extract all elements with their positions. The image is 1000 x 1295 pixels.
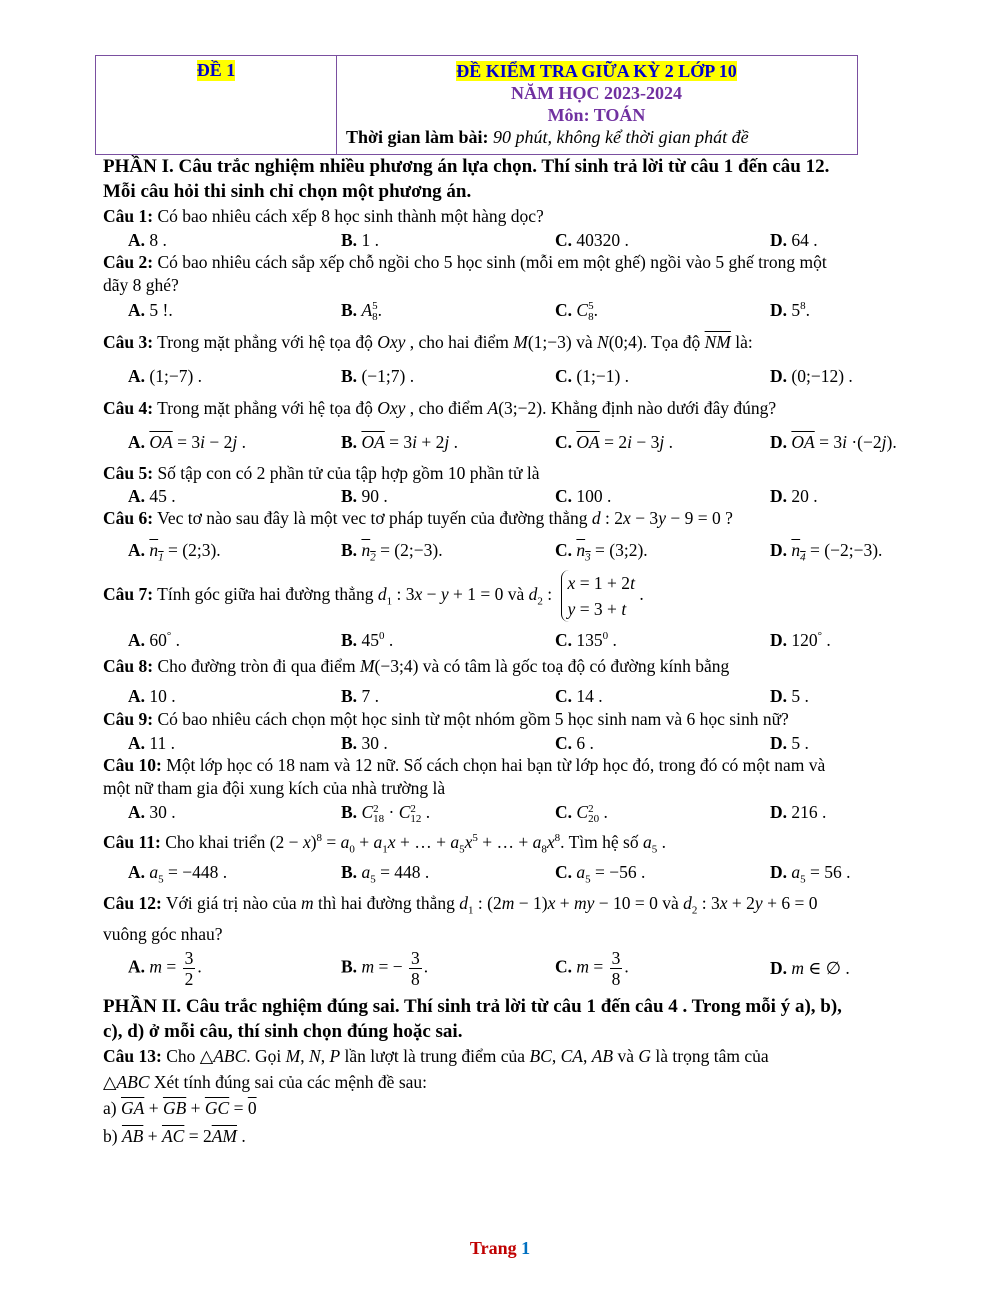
q8-option-a: A. 10 . bbox=[128, 686, 176, 706]
part1-heading-line2: Mỗi câu hỏi thi sinh chỉ chọn một phương án. bbox=[103, 181, 472, 202]
q11-option-b: B. $a_5 = 448$ . bbox=[341, 862, 430, 886]
header-right-cell bbox=[336, 56, 857, 154]
q6-option-c: C. $n_3$ = (3;2). bbox=[555, 540, 648, 564]
q5-option-d: D. 20 . bbox=[770, 486, 818, 506]
header-table bbox=[95, 55, 858, 155]
q6-option-b: B. $n_2$ = (2;−3). bbox=[341, 540, 443, 564]
q6-option-a: A. $n_1$ = (2;3). bbox=[128, 540, 221, 564]
q12-option-d: D. m ∈ ∅ . bbox=[770, 958, 850, 978]
header-left-cell bbox=[96, 56, 337, 154]
question-2-line2: dãy 8 ghé? bbox=[103, 275, 179, 295]
question-4: Câu 4: Trong mặt phẳng với hệ tọa độ Oxy , cho điểm A(3;−2). Khẳng định nào dưới đây đúng? bbox=[103, 398, 777, 418]
q4-option-c: C. $\overline{OA} = 2i - 3j$ . bbox=[555, 432, 673, 452]
q5-option-c: C. 100 . bbox=[555, 486, 612, 506]
q2-option-b: B. A 5 8 . bbox=[341, 299, 383, 323]
question-10: Câu 10: Một lớp học có 18 nam và 12 nữ. Số cách chọn hai bạn từ lớp học đó, trong đó có một nam và bbox=[103, 755, 826, 775]
q9-option-b: B. 30 . bbox=[341, 733, 388, 753]
question-12: Câu 12: Với giá trị nào của m thì hai đường thẳng $d_1$ : (2m − 1)x + my − 10 = 0 và $d_2$ : 3x + 2y + 6 = 0 bbox=[103, 893, 818, 917]
exam-code: ĐỀ 1 bbox=[196, 60, 236, 80]
question-1: Câu 1: Có bao nhiêu cách xếp 8 học sinh thành một hàng dọc? bbox=[103, 206, 544, 226]
question-13: Câu 13: Cho △ABC. Gọi M, N, P lần lượt là trung điểm của BC, CA, AB và G là trọng tâm của bbox=[103, 1046, 769, 1066]
q7-option-a: A. 60° . bbox=[128, 630, 181, 650]
q1-option-d: D. 64 . bbox=[770, 230, 818, 250]
part1-heading-line1: PHẦN I. Câu trắc nghiệm nhiều phương án lựa chọn. Thí sinh trả lời từ câu 1 đến câu 12. bbox=[103, 156, 830, 177]
question-3: Câu 3: Trong mặt phẳng với hệ tọa độ Oxy , cho hai điểm M(1;−3) và N(0;4). Tọa độ $\overline{NM}$ là: bbox=[103, 332, 753, 352]
q12-option-c: C. m = $\frac{3}{8}$ . bbox=[555, 948, 629, 989]
q4-option-b: B. $\overline{OA} = 3i + 2j$ . bbox=[341, 432, 459, 452]
q1-option-b: B. 1 . bbox=[341, 230, 379, 250]
q3-option-a: A. (1;−7) . bbox=[128, 366, 203, 386]
q5-option-b: B. 90 . bbox=[341, 486, 388, 506]
question-2: Câu 2: Có bao nhiêu cách sắp xếp chỗ ngồi cho 5 học sinh (mỗi em một ghế) ngồi vào 5 ghế trong một bbox=[103, 252, 827, 272]
q2-option-c: C. C 5 8 . bbox=[555, 299, 598, 323]
q2-option-a: A. 5 !. bbox=[128, 300, 173, 320]
q8-option-b: B. 7 . bbox=[341, 686, 379, 706]
page-footer: Trang 1 bbox=[469, 1238, 531, 1258]
q3-option-b: B. (−1;7) . bbox=[341, 366, 415, 386]
q9-option-c: C. 6 . bbox=[555, 733, 594, 753]
q4-option-d: D. $\overline{OA} = 3i \cdot(-2j)$. bbox=[770, 432, 897, 452]
exam-year: NĂM HỌC 2023-2024 bbox=[511, 83, 682, 103]
q3-option-d: D. (0;−12) . bbox=[770, 366, 853, 386]
q1-option-a: A. 8 . bbox=[128, 230, 167, 250]
question-8: Câu 8: Cho đường tròn đi qua điểm M(−3;4) và có tâm là gốc toạ độ có đường kính bằng bbox=[103, 656, 730, 676]
q7-option-d: D. 120° . bbox=[770, 630, 831, 650]
q4-option-a: A. $\overline{OA} = 3i - 2j$ . bbox=[128, 432, 246, 452]
q13-statement-a: a) $\overline{GA} + \overline{GB} + \overline{GC} = 0$ bbox=[103, 1098, 257, 1118]
part2-heading-line1: PHẦN II. Câu trắc nghiệm đúng sai. Thí sinh trả lời từ câu 1 đến câu 4 . Trong mỗi ý a), b), bbox=[103, 996, 842, 1017]
q10-option-b: B. C 2 18 · C 2 12 . bbox=[341, 802, 431, 825]
question-5: Câu 5: Số tập con có 2 phần tử của tập hợp gồm 10 phần tử là bbox=[103, 463, 540, 483]
q2-option-d: D. $5^8$. bbox=[770, 300, 811, 320]
question-9: Câu 9: Có bao nhiêu cách chọn một học sinh từ một nhóm gồm 5 học sinh nam và 6 học sinh nữ? bbox=[103, 709, 789, 729]
question-12-line2: vuông góc nhau? bbox=[103, 924, 223, 944]
q9-option-d: D. 5 . bbox=[770, 733, 809, 753]
q9-option-a: A. 11 . bbox=[128, 733, 175, 753]
question-6: Câu 6: Vec tơ nào sau đây là một vec tơ pháp tuyến của đường thẳng d : 2x − 3y − 9 = 0 ? bbox=[103, 508, 733, 528]
q3-option-c: C. (1;−1) . bbox=[555, 366, 630, 386]
question-10-line2: một nữ tham gia đội xung kích của nhà trường là bbox=[103, 778, 446, 798]
q1-option-c: C. 40320 . bbox=[555, 230, 629, 250]
q10-option-c: C. C 2 20 . bbox=[555, 802, 608, 825]
q8-option-c: C. 14 . bbox=[555, 686, 603, 706]
question-7: Câu 7: Tính góc giữa hai đường thẳng $d_1$ : 3x − y + 1 = 0 và $d_2$ : x = 1 + 2t y = 3 + t . bbox=[103, 570, 644, 622]
q13-statement-b: b) $\overline{AB} + \overline{AC} = 2\overline{AM}$ . bbox=[103, 1126, 246, 1146]
q7-option-b: B. $45^0$ . bbox=[341, 630, 394, 650]
q12-option-a: A. m = $\frac{3}{2}$ . bbox=[128, 948, 202, 989]
q5-option-a: A. 45 . bbox=[128, 486, 176, 506]
q12-option-b: B. m = − $\frac{3}{8}$ . bbox=[341, 948, 429, 989]
q11-option-d: D. $a_5 = 56$ . bbox=[770, 862, 851, 886]
q11-option-a: A. $a_5 = -448$ . bbox=[128, 862, 228, 886]
question-11: Câu 11: Cho khai triển $(2 - x)^8 = a_0 + a_1x$ + … + $a_5x^5$ + … + $a_8x^8$. Tìm hệ số $a_5$ . bbox=[103, 832, 666, 856]
part2-heading-line2: c), d) ở mỗi câu, thí sinh chọn đúng hoặc sai. bbox=[103, 1021, 463, 1042]
q7-option-c: C. $135^0$ . bbox=[555, 630, 617, 650]
q10-option-a: A. 30 . bbox=[128, 802, 176, 822]
question-13-line2: △ABC Xét tính đúng sai của các mệnh đề sau: bbox=[103, 1072, 428, 1092]
q6-option-d: D. $n_4$ = (−2;−3). bbox=[770, 540, 883, 564]
exam-subject: Môn: TOÁN bbox=[547, 105, 646, 125]
q7-parametric-system: x = 1 + 2t y = 3 + t bbox=[561, 570, 635, 622]
exam-title: ĐỀ KIỂM TRA GIỮA KỲ 2 LỚP 10 bbox=[456, 61, 737, 81]
q11-option-c: C. $a_5 = -56$ . bbox=[555, 862, 646, 886]
exam-time: Thời gian làm bài: 90 phút, không kể thời gian phát đề bbox=[346, 127, 749, 147]
q8-option-d: D. 5 . bbox=[770, 686, 809, 706]
q10-option-d: D. 216 . bbox=[770, 802, 827, 822]
